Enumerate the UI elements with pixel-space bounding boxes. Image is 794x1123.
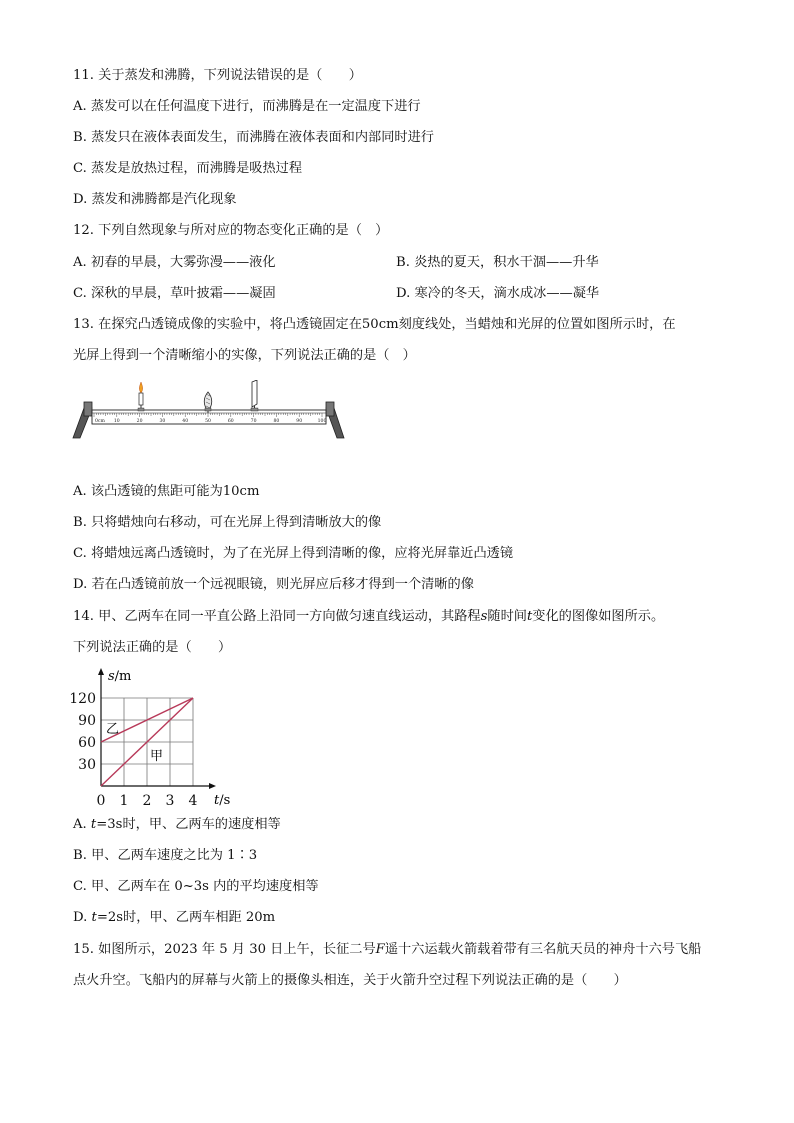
q13-option-c: C. 将蜡烛远离凸透镜时，为了在光屏上得到清晰的像，应将光屏靠近凸透镜: [73, 546, 514, 561]
bench-label: 40: [182, 419, 189, 424]
q14-option-b: B. 甲、乙两车速度之比为 1∶3: [73, 848, 258, 863]
q11-option-a: A. 蒸发可以在任何温度下进行，而沸腾是在一定温度下进行: [73, 99, 421, 114]
candle-icon: [138, 382, 144, 411]
convex-lens-icon: [204, 392, 212, 413]
x-tick-label: 0: [96, 793, 106, 809]
y-tick-label: 120: [69, 691, 96, 707]
q14-option-c: C. 甲、乙两车在 0~3s 内的平均速度相等: [73, 879, 319, 894]
bench-label: 30: [159, 419, 166, 424]
q13-stem-line2: 光屏上得到一个清晰缩小的实像，下列说法正确的是（ ）: [73, 348, 416, 363]
bench-label: 20: [136, 419, 143, 424]
bench-left-clamp: [84, 402, 92, 416]
series-label-jia: 甲: [150, 749, 164, 764]
x-axis-arrow: [209, 783, 216, 789]
q14-stem-part: 变化的图像如图所示。: [532, 609, 665, 624]
q15-stem-part: 15. 如图所示，2023 年 5 月 30 日上午，长征二号: [73, 942, 376, 957]
bench-label: 50: [205, 419, 211, 424]
x-axis-label: t/s: [214, 793, 231, 808]
y-tick-label: 90: [78, 713, 96, 729]
q11-stem: 11. 关于蒸发和沸腾，下列说法错误的是（ ）: [73, 68, 362, 83]
q14-var-s: s: [480, 609, 488, 624]
q14-stem-part: 随时间: [487, 609, 527, 624]
q11-option-d: D. 蒸发和沸腾都是汽化现象: [73, 192, 237, 207]
bench-right-clamp: [326, 402, 334, 416]
y-axis-arrow: [98, 668, 104, 675]
q12-option-d: D. 寒冷的冬天，滴水成冰——凝华: [396, 286, 600, 301]
x-tick-label: 2: [142, 793, 152, 809]
q11-option-c: C. 蒸发是放热过程，而沸腾是吸热过程: [73, 161, 303, 176]
q15-stem-line1: [73, 941, 701, 959]
bench-label: 0cm: [95, 419, 105, 424]
bench-label: 90: [296, 419, 303, 424]
q14-option-a-text: =3s时，甲、乙两车的速度相等: [96, 817, 281, 832]
q14-option-a-var: t: [90, 817, 97, 832]
q13-option-a: A. 该凸透镜的焦距可能为10cm: [73, 484, 260, 499]
q14-stem-line1: [73, 608, 664, 626]
q15-var-f: F: [375, 942, 385, 957]
q11-option-b: B. 蒸发只在液体表面发生，而沸腾在液体表面和内部同时进行: [73, 130, 434, 145]
q14-var-t: t: [526, 609, 533, 624]
q14-stem-line2: 下列说法正确的是（ ）: [73, 640, 232, 655]
bench-label: 10: [113, 419, 120, 424]
s-t-graph: [66, 664, 246, 812]
q13-option-b: B. 只将蜡烛向右移动，可在光屏上得到清晰放大的像: [73, 515, 382, 530]
x-tick-label: 3: [165, 793, 175, 809]
x-tick-label: 1: [119, 793, 129, 809]
q12-stem: 12. 下列自然现象与所对应的物态变化正确的是（ ）: [73, 223, 389, 238]
bench-label: 60: [227, 419, 234, 424]
q12-option-c: C. 深秋的早晨，草叶披霜——凝固: [73, 286, 276, 301]
y-tick-label: 30: [78, 757, 96, 773]
q15-stem-line2: 点火升空。飞船内的屏幕与火箭上的摄像头相连，关于火箭升空过程下列说法正确的是（ ）: [73, 973, 627, 988]
light-screen-icon: [251, 380, 258, 411]
q14-option-d-prefix: D.: [73, 910, 92, 925]
q14-option-d-var: t: [91, 910, 97, 925]
bench-label: 80: [273, 419, 280, 424]
q14-option-a-prefix: A.: [73, 817, 91, 832]
chart-tick-labels: [69, 691, 197, 809]
y-axis-label: s/m: [108, 669, 132, 684]
y-tick-label: 60: [78, 735, 96, 751]
x-tick-label: 4: [188, 793, 198, 809]
q15-stem-part: 遥十六运载火箭载着带有三名航天员的神舟十六号飞船: [384, 942, 702, 957]
optical-bench-figure: [70, 380, 350, 442]
q13-option-d: D. 若在凸透镜前放一个远视眼镜，则光屏应后移才得到一个清晰的像: [73, 577, 474, 592]
q13-stem-line1: 13. 在探究凸透镜成像的实验中，将凸透镜固定在50cm刻度线处，当蜡烛和光屏的位置如图所示时，在: [73, 317, 676, 332]
q12-option-a: A. 初春的早晨，大雾弥漫——液化: [73, 255, 276, 270]
q14-option-a: [73, 816, 281, 834]
q14-option-d: [73, 909, 275, 927]
q14-stem-part: 14. 甲、乙两车在同一平直公路上沿同一方向做匀速直线运动，其路程: [73, 609, 481, 624]
bench-label: 100: [317, 419, 327, 424]
q12-option-b: B. 炎热的夏天，积水干涸——升华: [396, 255, 599, 270]
bench-label: 70: [250, 419, 257, 424]
series-label-yi: 乙: [106, 722, 120, 737]
q14-option-d-text: =2s时，甲、乙两车相距 20m: [96, 910, 276, 925]
